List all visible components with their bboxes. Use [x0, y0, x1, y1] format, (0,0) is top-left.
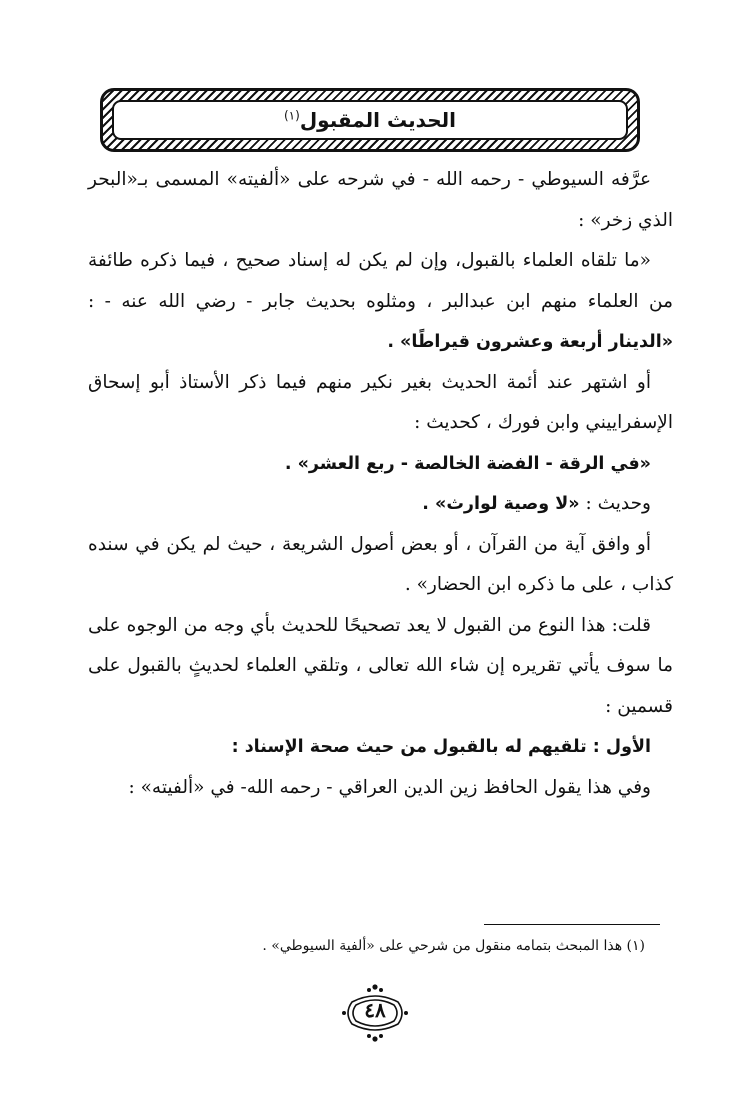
footnote-reference: (١): [283, 108, 300, 123]
hadith-dinar: «الدينار أربعة وعشرون قيراطًا» .: [387, 332, 673, 352]
paragraph-iraqi: وفي هذا يقول الحافظ زين الدين العراقي - رحمه الله- في «ألفيته» :: [128, 776, 651, 798]
page-number-ornament: [338, 982, 412, 1044]
footnote: (١) هذا المبحث بتمامه منقول من شرحي على «ألفية السيوطي» .: [262, 938, 645, 954]
paragraph-quote: [88, 241, 673, 363]
page-title-text: الحديث المقبول: [299, 108, 457, 132]
hadith-wasiyya: «لا وصية لوارث» .: [422, 494, 580, 514]
paragraph-qultu: قلت: هذا النوع من القبول لا يعد تصحيحًا للحديث بأي وجه من الوجوه على ما سوف يأتي تقريره إن شاء الله تعالى ، وتلقي العلماء لحديثٍ بالقبول على قسمين :: [88, 614, 673, 717]
paragraph-wasiyya: [88, 484, 673, 525]
page-title: [284, 108, 456, 132]
footnote-divider: [484, 924, 660, 925]
title-frame: [100, 88, 640, 152]
hadith-intro: وحديث :: [585, 493, 651, 514]
hadith-riqqa: «في الرقة - الفضة الخالصة - ربع العشر» .: [284, 453, 651, 474]
main-text: [88, 160, 673, 808]
paragraph-definition: عرَّفه السيوطي - رحمه الله - في شرحه على «ألفيته» المسمى بـ«البحر الذي زخر» :: [88, 169, 673, 231]
page-number: ٤٨: [364, 998, 386, 1022]
heading-first-section: الأول : تلقيهم له بالقبول من حيث صحة الإسناد :: [231, 737, 651, 757]
paragraph-wafaqa: أو وافق آية من القرآن ، أو بعض أصول الشريعة ، حيث لم يكن في سنده كذاب ، على ما ذكره ابن الحضار» .: [88, 533, 673, 595]
paragraph-ishtahar: أو اشتهر عند أئمة الحديث بغير نكير منهم فيما ذكر الأستاذ أبو إسحاق الإسفراييني وابن فورك ، كحديث :: [88, 371, 673, 433]
title-frame-inner: [112, 100, 628, 140]
quote-text: «ما تلقاه العلماء بالقبول، وإن لم يكن له إسناد صحيح ، فيما ذكره طائفة من العلماء منهم ابن عبدالبر ، ومثلوه بحديث جابر - رضي الله عنه - :: [88, 250, 673, 312]
